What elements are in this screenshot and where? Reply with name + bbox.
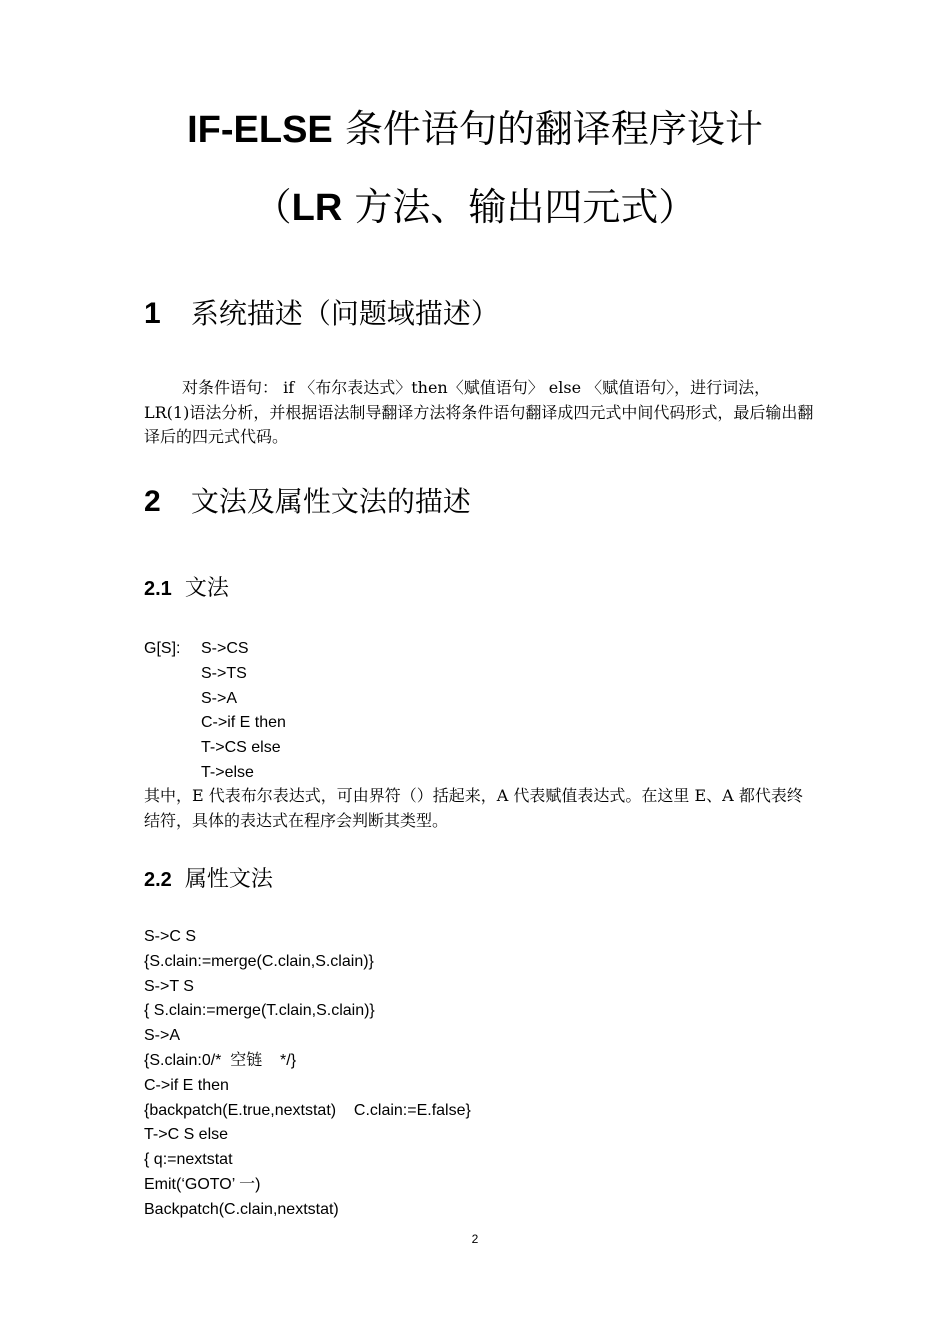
- page-number: 2: [471, 1232, 479, 1246]
- grammar-rule: S->A: [201, 689, 238, 707]
- grammar-rule: S->CS: [201, 640, 249, 657]
- section-2-1-number: 2.1: [144, 578, 172, 600]
- section-2-1-title: 文法: [184, 576, 229, 601]
- grammar-label: G[S]:: [144, 640, 181, 657]
- grammar-note: 其中，E 代表布尔表达式，可由界符（）括起来，A 代表赋值表达式。在这里 E、A 都代表终结符，具体的表达式在程序会判断其类型。: [144, 786, 803, 830]
- title-cjk: 条件语句的翻译程序设计: [344, 107, 763, 151]
- section-2-2-title: 属性文法: [184, 867, 273, 892]
- attribute-line: { q:=nextstat: [144, 1151, 233, 1169]
- attribute-line: {S.clain:0/* 空链 */}: [144, 1051, 297, 1069]
- grammar-rule: T->else: [201, 763, 254, 781]
- attribute-line: {S.clain:=merge(C.clain,S.clain)}: [144, 952, 374, 970]
- section-1-heading: [144, 292, 499, 332]
- attribute-line: T->C S else: [144, 1126, 229, 1144]
- section-2-1-heading: [144, 571, 229, 602]
- attribute-grammar-block: [144, 925, 471, 1223]
- attribute-line: S->A: [144, 1027, 181, 1045]
- section-1-title: 系统描述（问题域描述）: [190, 297, 499, 330]
- title-open-paren: （: [253, 185, 292, 229]
- title-latin-lr: LR: [291, 187, 343, 229]
- attribute-line: S->C S: [144, 928, 197, 945]
- section-2-2-heading: [144, 862, 273, 893]
- grammar-rules: [201, 637, 286, 786]
- section-1-text: 对条件语句： if 〈布尔表达式〉then〈赋值语句〉 else 〈赋值语句〉，进行词法，LR(1)语法分析，并根据语法制导翻译方法将条件语句翻译成四元式中间代码形式，最后输出翻译后的四元式代码。: [144, 378, 814, 446]
- grammar-rule: T->CS else: [201, 739, 281, 757]
- title-cjk-2: 方法、输出四元式）: [354, 185, 697, 229]
- title-latin: IF-ELSE: [187, 109, 333, 151]
- section-2-2-number: 2.2: [144, 869, 172, 891]
- document-title-line-1: [0, 108, 950, 153]
- grammar-rule: C->if E then: [201, 714, 286, 732]
- attribute-line: Emit(‘GOTO’ 一): [144, 1175, 261, 1193]
- section-1-paragraph: [144, 376, 814, 450]
- section-2-heading: [144, 480, 471, 520]
- attribute-line: { S.clain:=merge(T.clain,S.clain)}: [144, 1002, 375, 1020]
- section-1-number: 1: [144, 297, 161, 330]
- attribute-line: C->if E then: [144, 1076, 229, 1094]
- attribute-line: Backpatch(C.clain,nextstat): [144, 1200, 339, 1218]
- document-title-line-2: [0, 186, 950, 231]
- section-2-title: 文法及属性文法的描述: [190, 485, 471, 518]
- attribute-line: {backpatch(E.true,nextstat) C.clain:=E.false}: [144, 1101, 471, 1119]
- attribute-line: S->T S: [144, 977, 194, 995]
- section-2-number: 2: [144, 485, 161, 518]
- grammar-rule: S->TS: [201, 664, 247, 682]
